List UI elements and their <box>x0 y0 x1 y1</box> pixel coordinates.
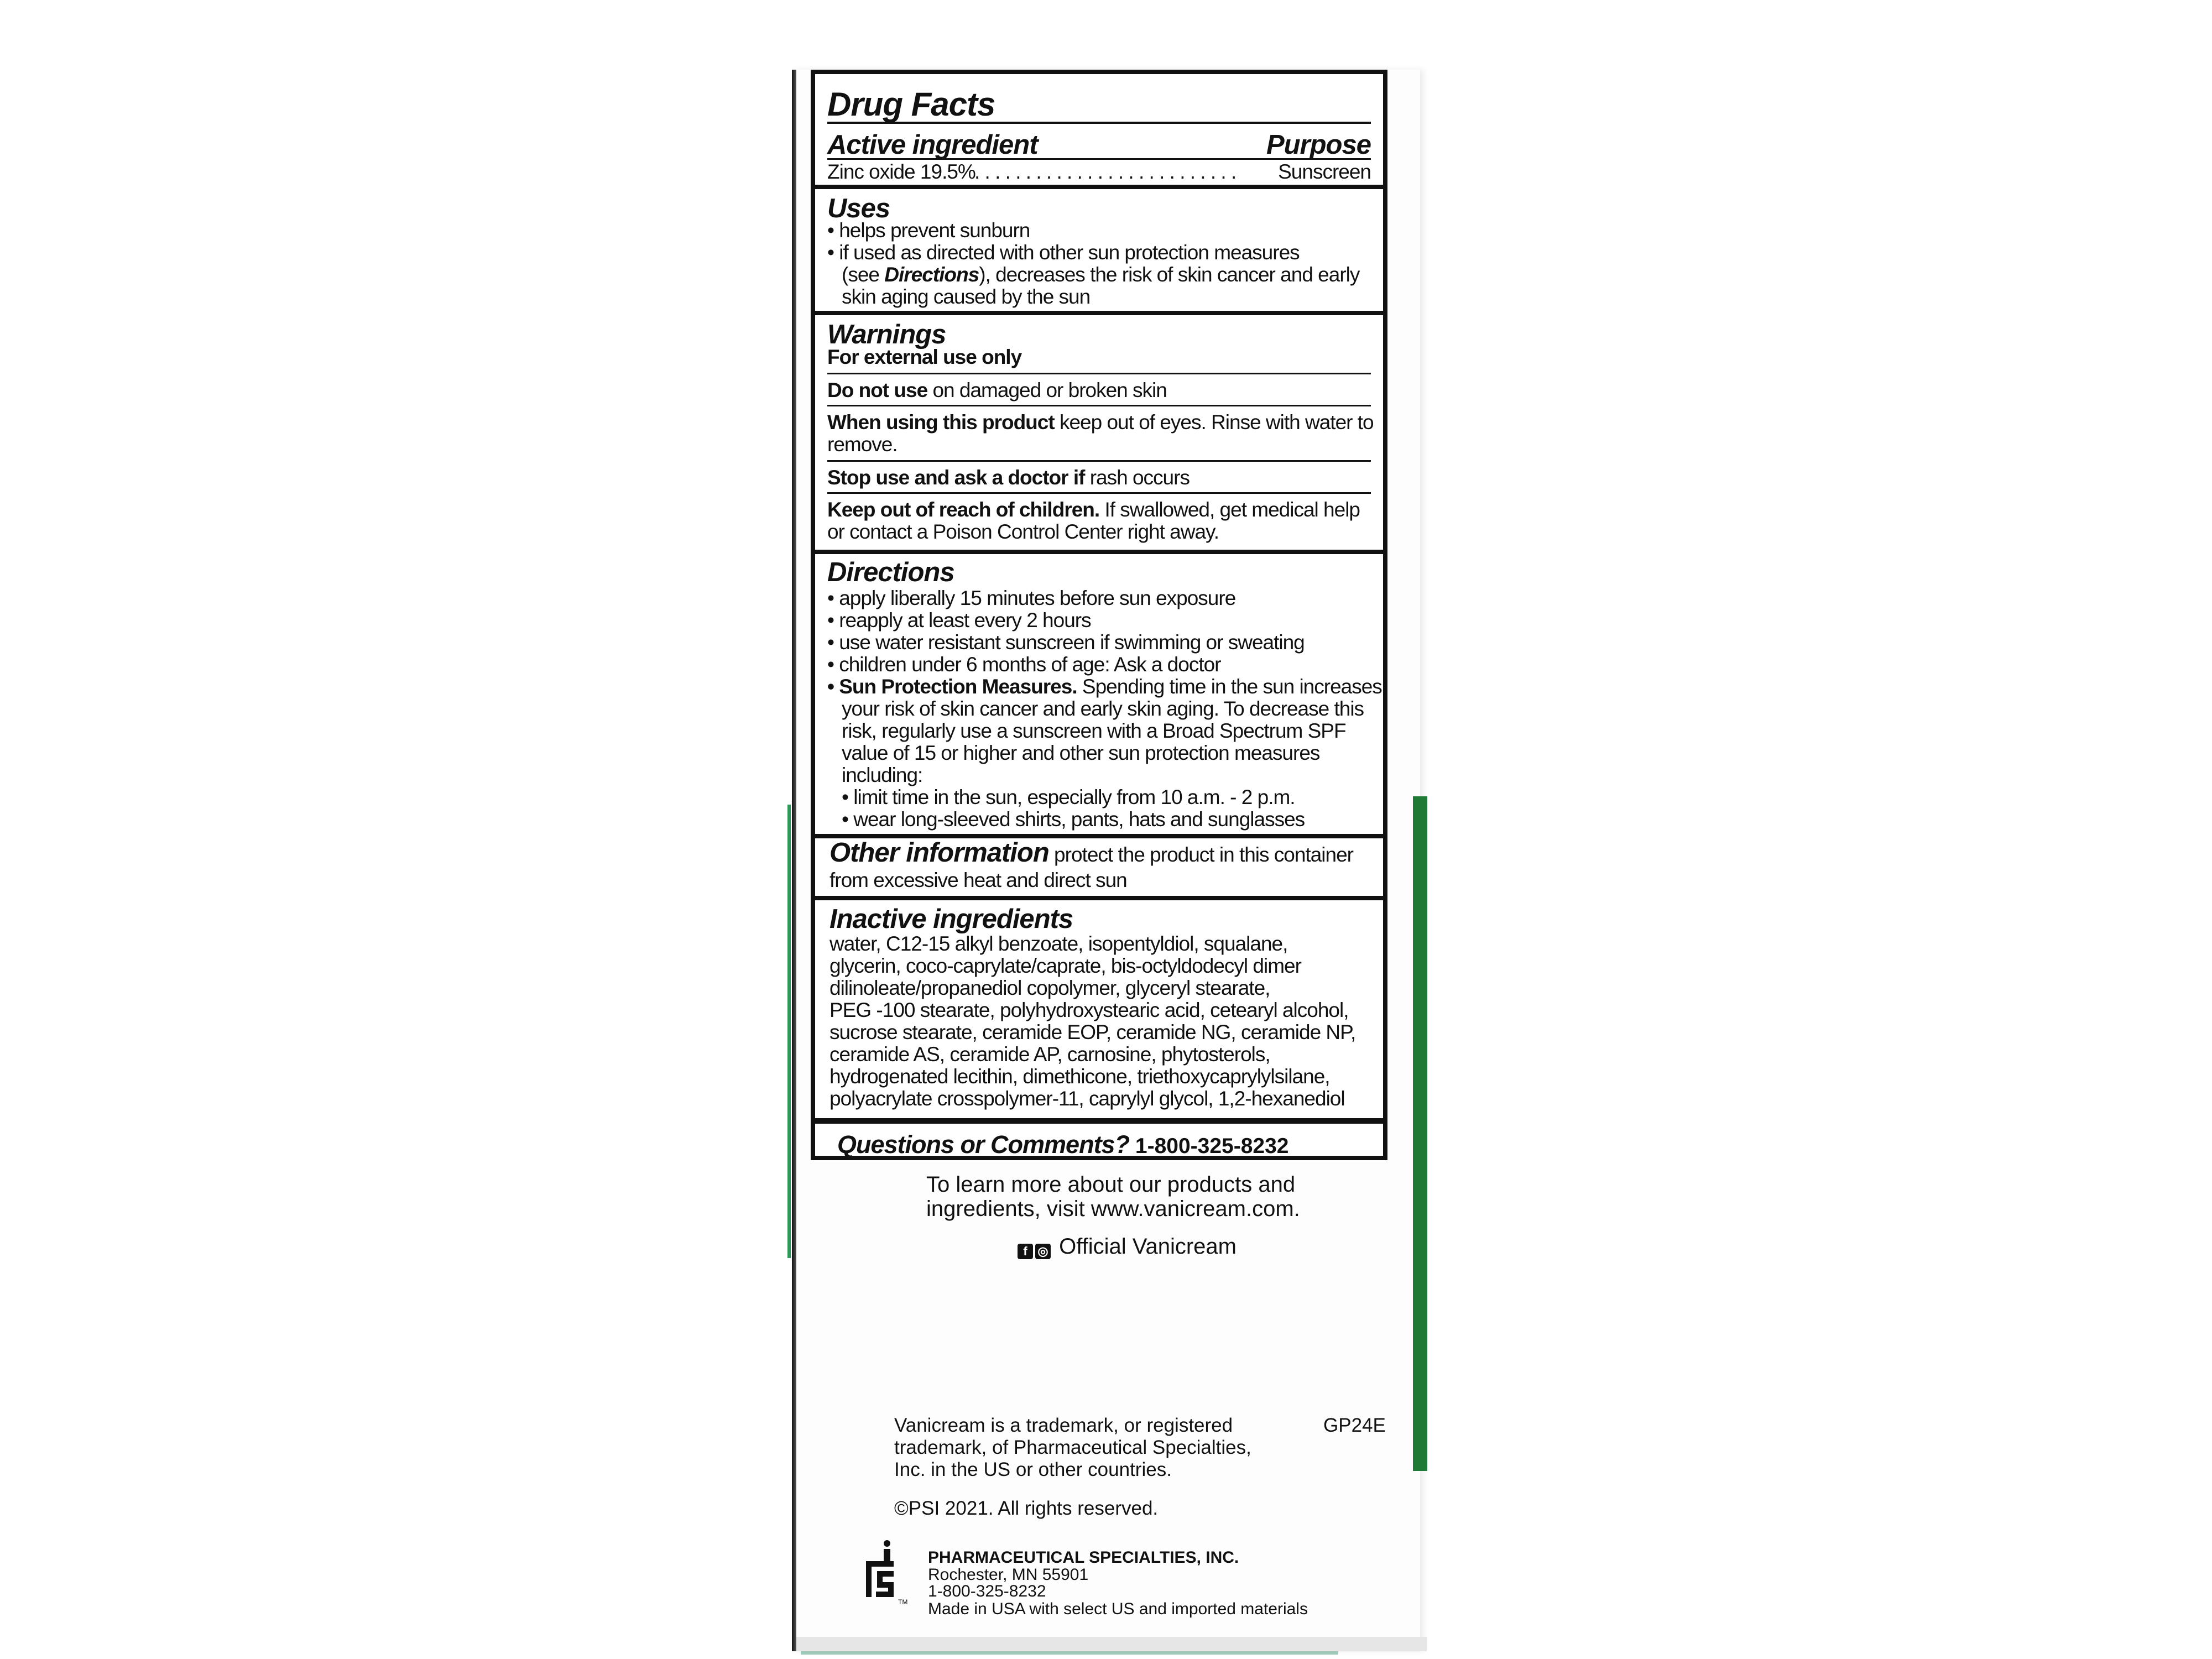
inactive-line-8: polyacrylate crosspolymer-11, caprylyl glycol, 1,2-hexanediol <box>830 1087 1345 1110</box>
product-code: GP24E <box>1323 1415 1386 1436</box>
spm-line-1: • Sun Protection Measures. Spending time in the sun increases <box>827 675 1382 698</box>
external-use-text: For external use only <box>827 346 1022 368</box>
green-edge-right <box>1413 796 1427 1471</box>
directions-heading: Directions <box>827 557 954 587</box>
learn-more-line-1: To learn more about our products and <box>926 1172 1296 1197</box>
inactive-line-5: sucrose stearate, ceramide EOP, ceramide NG, ceramide NP, <box>830 1021 1356 1044</box>
psi-logo-icon <box>860 1539 899 1600</box>
stop-use-text: Stop use and ask a doctor if rash occurs <box>827 466 1190 489</box>
company-name: PHARMACEUTICAL SPECIALTIES, INC. <box>928 1548 1239 1567</box>
inactive-line-4: PEG -100 stearate, polyhydroxystearic acid, cetearyl alcohol, <box>830 999 1349 1021</box>
inactive-line-7: hydrogenated lecithin, dimethicone, triethoxycaprylylsilane, <box>830 1065 1330 1088</box>
directions-line-3: • use water resistant sunscreen if swimming or sweating <box>827 631 1305 654</box>
inactive-heading: Inactive ingredients <box>830 904 1073 934</box>
inactive-line-3: dilinoleate/propanediol copolymer, glyceryl stearate, <box>830 977 1270 999</box>
purpose-value: Sunscreen <box>1278 160 1371 183</box>
when-using-text-2: remove. <box>827 433 898 456</box>
spm-line-3: risk, regularly use a sunscreen with a Broad Spectrum SPF <box>842 719 1346 742</box>
section-divider-warnings <box>815 311 1383 315</box>
learn-more-line-2: ingredients, visit www.vanicream.com. <box>926 1197 1300 1221</box>
warnings-heading: Warnings <box>827 320 946 349</box>
trademark-line-2: trademark, of Pharmaceutical Specialties, <box>894 1437 1251 1458</box>
section-divider-questions <box>815 1118 1383 1124</box>
when-using-text: When using this product keep out of eyes. Rinse with water to <box>827 411 1374 434</box>
instagram-icon: ◎ <box>1035 1244 1051 1259</box>
green-edge-left <box>787 805 791 1258</box>
directions-line-1: • apply liberally 15 minutes before sun exposure <box>827 587 1236 609</box>
trademark-line-1: Vanicream is a trademark, or registered <box>894 1415 1233 1436</box>
section-divider-inactive <box>815 896 1383 900</box>
other-info-line-1: Other information protect the product in this container <box>830 838 1354 868</box>
uses-line-2: • if used as directed with other sun protection measures <box>827 241 1300 264</box>
company-address: Rochester, MN 55901 <box>928 1566 1089 1584</box>
uses-line-4: skin aging caused by the sun <box>842 285 1091 308</box>
title-rule <box>827 122 1371 124</box>
warnings-rule-2 <box>827 405 1371 406</box>
uses-heading: Uses <box>827 194 890 223</box>
tm-mark: TM <box>898 1598 908 1606</box>
drug-facts-title: Drug Facts <box>827 86 995 123</box>
do-not-use-text: Do not use on damaged or broken skin <box>827 379 1167 401</box>
inactive-line-2: glycerin, coco-caprylate/caprate, bis-octyldodecyl dimer <box>830 954 1301 977</box>
spm-line-4: value of 15 or higher and other sun protection measures <box>842 742 1320 764</box>
active-rule <box>827 158 1371 160</box>
company-phone: 1-800-325-8232 <box>928 1582 1046 1600</box>
facebook-icon: f <box>1018 1244 1033 1259</box>
section-divider-directions <box>815 550 1383 554</box>
section-divider-uses <box>815 185 1383 189</box>
inactive-line-6: ceramide AS, ceramide AP, carnosine, phytosterols, <box>830 1043 1270 1066</box>
spm-line-6: • limit time in the sun, especially from 10 a.m. - 2 p.m. <box>842 786 1295 808</box>
copyright-text: ©PSI 2021. All rights reserved. <box>894 1498 1159 1519</box>
keep-out-text: Keep out of reach of children. If swallowed, get medical help <box>827 498 1360 521</box>
social-text: Official Vanicream <box>1059 1234 1237 1259</box>
leader-dots: . . . . . . . . . . . . . . . . . . . . . . . . . . <box>974 160 1237 183</box>
keep-out-text-2: or contact a Poison Control Center right away. <box>827 520 1219 543</box>
purpose-heading: Purpose <box>1266 130 1371 160</box>
drug-facts-panel <box>811 70 1387 1160</box>
inactive-line-1: water, C12-15 alkyl benzoate, isopentyldiol, squalane, <box>830 932 1288 955</box>
uses-line-3: (see Directions), decreases the risk of skin cancer and early <box>842 263 1360 286</box>
social-row <box>1018 1234 1237 1259</box>
directions-line-4: • children under 6 months of age: Ask a doctor <box>827 653 1221 676</box>
spm-line-7: • wear long-sleeved shirts, pants, hats and sunglasses <box>842 808 1305 831</box>
spm-line-5: including: <box>842 764 923 786</box>
trademark-line-3: Inc. in the US or other countries. <box>894 1459 1172 1480</box>
box-bottom-edge <box>796 1637 1427 1651</box>
active-ingredient-value: Zinc oxide 19.5% <box>827 160 975 183</box>
directions-line-2: • reapply at least every 2 hours <box>827 609 1091 632</box>
warnings-rule-1 <box>827 373 1371 374</box>
active-ingredient-heading: Active ingredient <box>827 130 1038 160</box>
made-in-text: Made in USA with select US and imported materials <box>928 1600 1308 1618</box>
warnings-rule-4 <box>827 492 1371 494</box>
uses-line-1: • helps prevent sunburn <box>827 219 1030 242</box>
questions-line: Questions or Comments? 1-800-325-8232 <box>837 1130 1289 1159</box>
warnings-rule-3 <box>827 460 1371 462</box>
spm-line-2: your risk of skin cancer and early skin aging. To decrease this <box>842 697 1364 720</box>
other-info-line-2: from excessive heat and direct sun <box>830 869 1127 891</box>
